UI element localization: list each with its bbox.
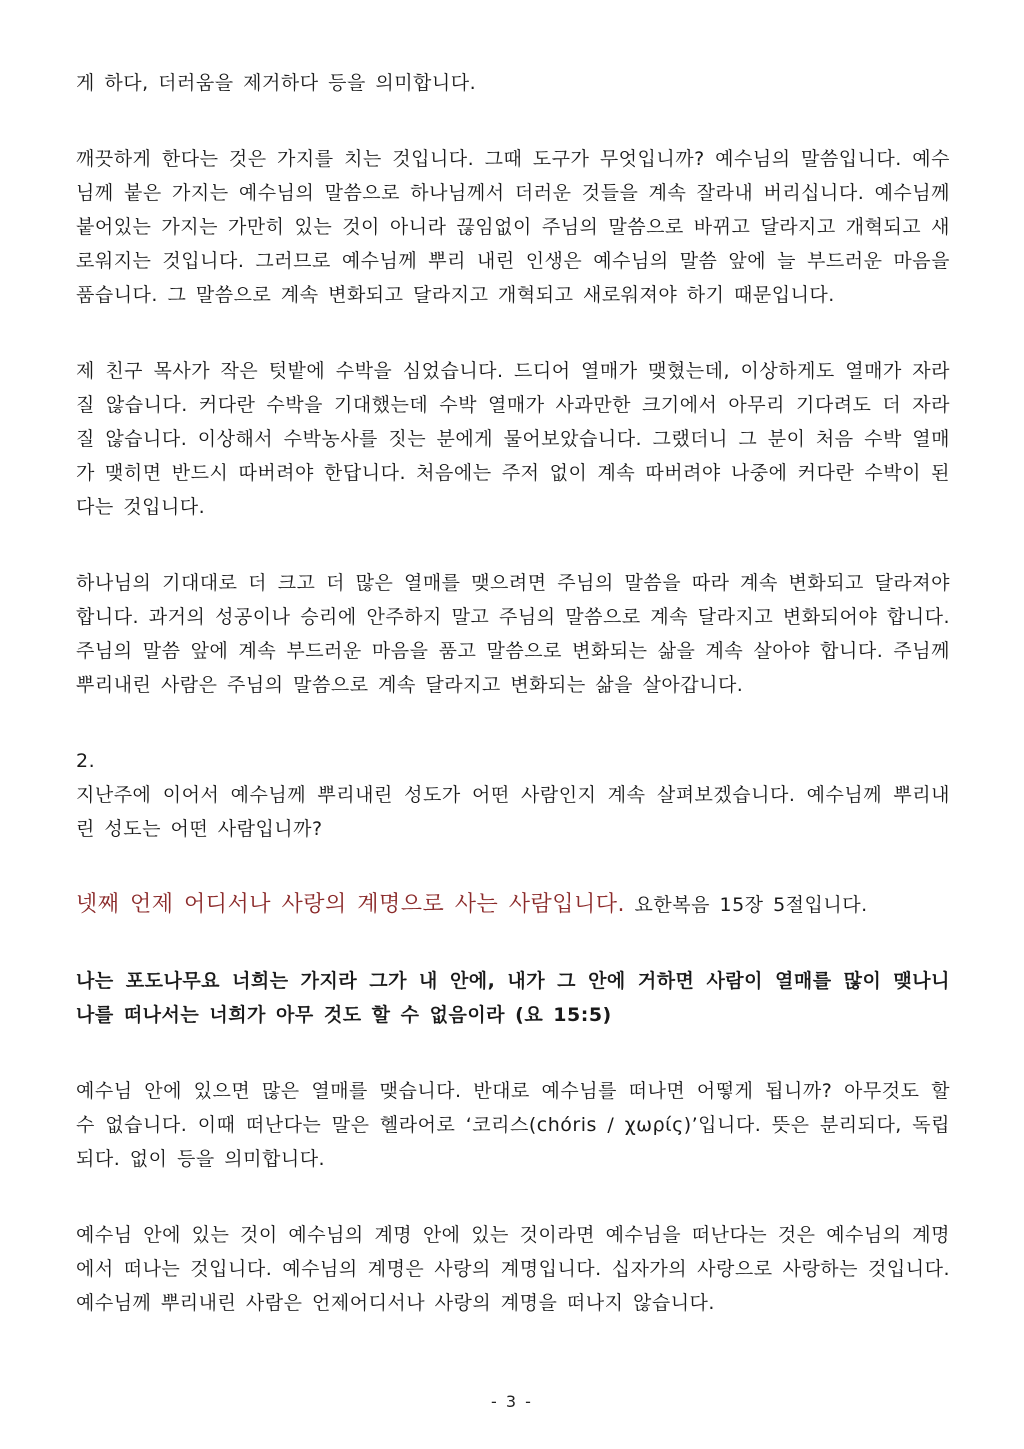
heading-reference: 요한복음 15장 5절입니다. <box>625 894 868 916</box>
paragraph: 지난주에 이어서 예수님께 뿌리내린 성도가 어떤 사람인지 계속 살펴보겠습니다. 예수님께 뿌리내린 성도는 어떤 사람입니까? <box>76 784 950 840</box>
section-heading <box>76 888 950 922</box>
section-number: 2. <box>76 750 96 772</box>
paragraph: 예수님 안에 있는 것이 예수님의 계명 안에 있는 것이라면 예수님을 떠난다는 것은 예수님의 계명에서 떠나는 것입니다. 예수님의 계명은 사랑의 계명입니다. 십자가의 사랑으로 사랑하는 것입니다. 예수님께 뿌리내린 사람은 언제어디서나 사랑의 계명을 떠나지 않습니다. <box>76 1224 950 1314</box>
document-body <box>76 66 950 1362</box>
paragraph: 예수님 안에 있으면 많은 열매를 맺습니다. 반대로 예수님를 떠나면 어떻게 됩니까? 아무것도 할 수 없습니다. 이때 떠난다는 말은 헬라어로 ‘코리스(chóris / χωρίς)’입니다. 뜻은 분리되다, 독립되다. 없이 등을 의미합니다. <box>76 1080 950 1170</box>
page-number: - 3 - <box>491 1392 533 1411</box>
paragraph: 게 하다, 더러움을 제거하다 등을 의미합니다. <box>76 72 477 94</box>
scripture-verse: 나는 포도나무요 너희는 가지라 그가 내 안에, 내가 그 안에 거하면 사람이 열매를 많이 맺나니 나를 떠나서는 너희가 아무 것도 할 수 없음이라 (요 15:5) <box>76 970 950 1026</box>
paragraph: 제 친구 목사가 작은 텃밭에 수박을 심었습니다. 드디어 열매가 맺혔는데, 이상하게도 열매가 자라질 않습니다. 커다란 수박을 기대했는데 수박 열매가 사과만한 크기에서 아무리 기다려도 더 자라질 않습니다. 이상해서 수박농사를 짓는 분에게 물어보았습니다. 그랬더니 그 분이 처음 수박 열매가 맺히면 반드시 따버려야 한답니다. 처음에는 주저 없이 계속 따버려야 나중에 커다란 수박이 된다는 것입니다. <box>76 360 950 518</box>
paragraph: 하나님의 기대대로 더 크고 더 많은 열매를 맺으려면 주님의 말씀을 따라 계속 변화되고 달라져야 합니다. 과거의 성공이나 승리에 안주하지 말고 주님의 말씀으로 계속 달라지고 변화되어야 합니다. 주님의 말씀 앞에 계속 부드러운 마음을 품고 말씀으로 변화되는 삶을 계속 살아야 합니다. 주님께 뿌리내린 사람은 주님의 말씀으로 계속 달라지고 변화되는 삶을 살아갑니다. <box>76 572 950 696</box>
heading-emphasis: 넷째 언제 어디서나 사랑의 계명으로 사는 사람입니다. <box>76 892 625 917</box>
paragraph: 깨끗하게 한다는 것은 가지를 치는 것입니다. 그때 도구가 무엇입니까? 예수님의 말씀입니다. 예수님께 붙은 가지는 예수님의 말씀으로 하나님께서 더러운 것들을 계속 잘라내 버리십니다. 예수님께 붙어있는 가지는 가만히 있는 것이 아니라 끊임없이 주님의 말씀으로 바뀌고 달라지고 개혁되고 새로워지는 것입니다. 그러므로 예수님께 뿌리 내린 인생은 예수님의 말씀 앞에 늘 부드러운 마음을 품습니다. 그 말씀으로 계속 변화되고 달라지고 개혁되고 새로워져야 하기 때문입니다. <box>76 148 950 306</box>
